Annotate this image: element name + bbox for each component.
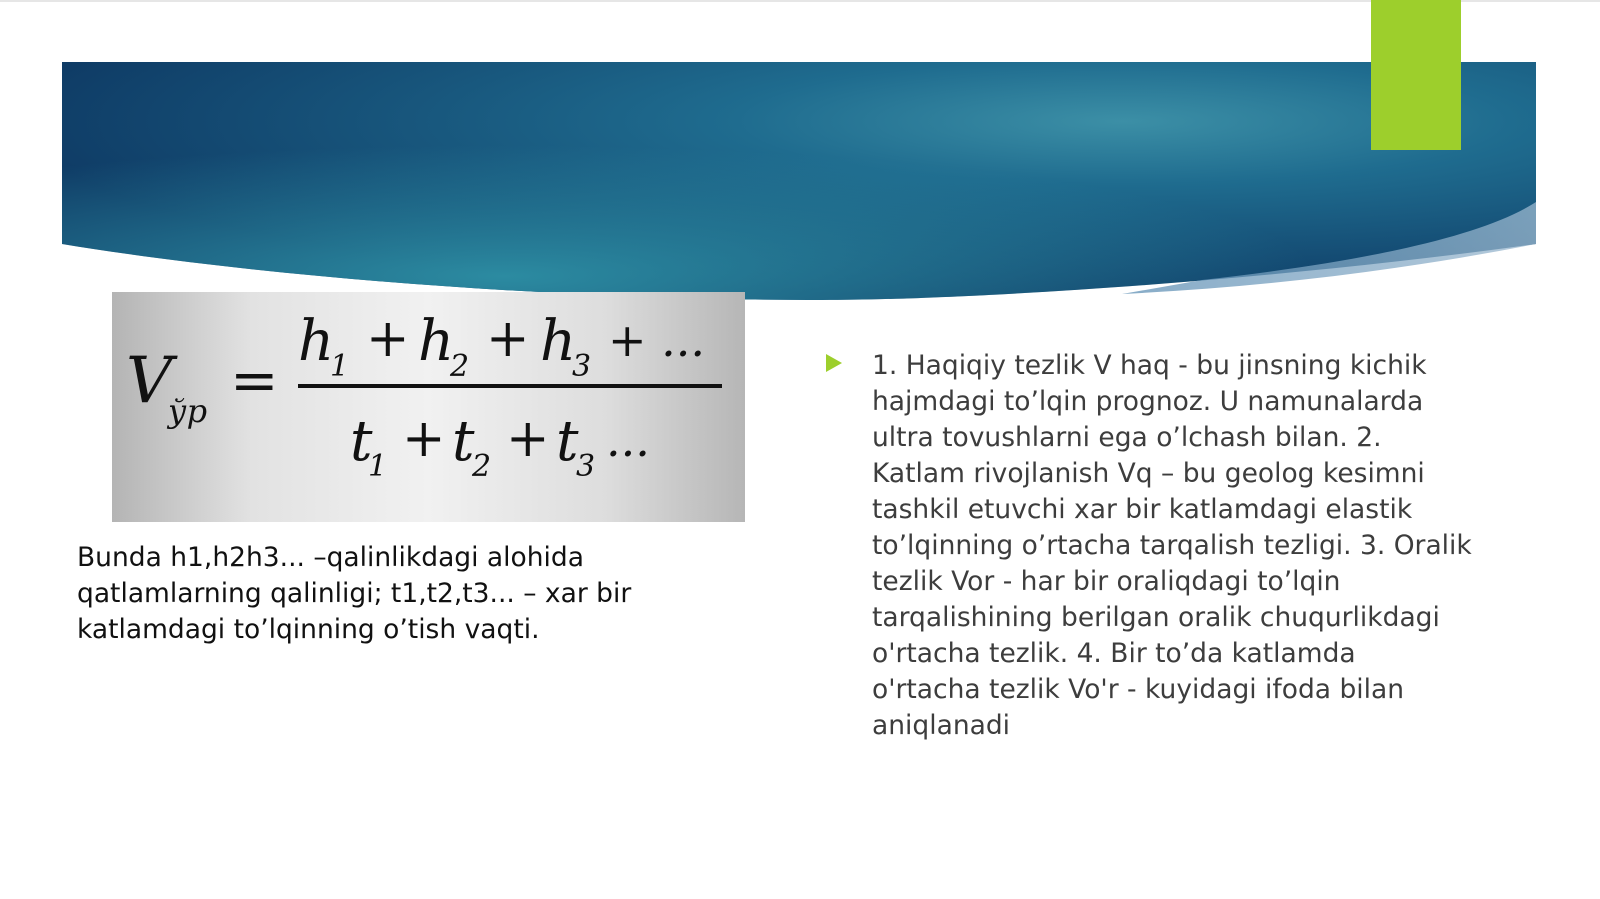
num-tail: + ... [608, 313, 706, 367]
formula-equals: = [230, 346, 279, 414]
den-plus-1: + [402, 409, 446, 469]
formula-image [112, 292, 745, 522]
num-term-3-sub: 3 [572, 349, 592, 384]
formula-svg [112, 292, 745, 522]
num-term-2-sub: 2 [450, 349, 470, 384]
triangle-bullet-icon [826, 354, 842, 372]
den-plus-2: + [506, 409, 550, 469]
header-banner [62, 62, 1536, 302]
formula-lhs-sub: ўр [168, 392, 208, 430]
num-term-2-var: h [418, 309, 455, 374]
den-term-2-sub: 2 [472, 449, 492, 484]
top-divider [0, 0, 1600, 2]
accent-tab [1371, 0, 1461, 150]
den-term-2-var: t [452, 409, 475, 474]
den-term-1-sub: 1 [368, 449, 388, 484]
fraction-bar [298, 384, 722, 388]
num-plus-2: + [486, 309, 530, 369]
den-tail: ... [606, 413, 650, 467]
den-term-3-sub: 3 [576, 449, 596, 484]
den-term-3-var: t [556, 409, 579, 474]
bullet-text: 1. Haqiqiy tezlik V haq - bu jinsning kichik hajmdagi to’lqin prognoz. U namunalarda ultra tovushlarni ega o’lchash bilan. 2. Katlam rivojlanish Vq – bu geolog kesimni tashkil etuvchi xar bir katlamdagi elastik to’lqinning o’rtacha tarqalish tezligi. 3. Oralik tezlik Vor - har bir oraliqdagi to’lqin tarqalishining berilgan oralik chuqurlikdagi o'rtacha tezlik. 4. Bir to’da katlamda o'rtacha tezlik Vo'r - kuyidagi ifoda bilan aniqlanadi [872, 350, 1472, 741]
den-term-1-var: t [350, 409, 373, 474]
num-plus-1: + [366, 309, 410, 369]
num-term-1-sub: 1 [330, 349, 350, 384]
formula-lhs: V [126, 344, 173, 418]
formula-caption: Bunda h1,h2h3... –qalinlikdagi alohida qatlamlarning qalinligi; t1,t2,t3... – xar bir katlamdagi to’lqinning o’tish vaqti. [77, 542, 632, 645]
num-term-1-var: h [298, 309, 335, 374]
num-term-3-var: h [540, 309, 577, 374]
